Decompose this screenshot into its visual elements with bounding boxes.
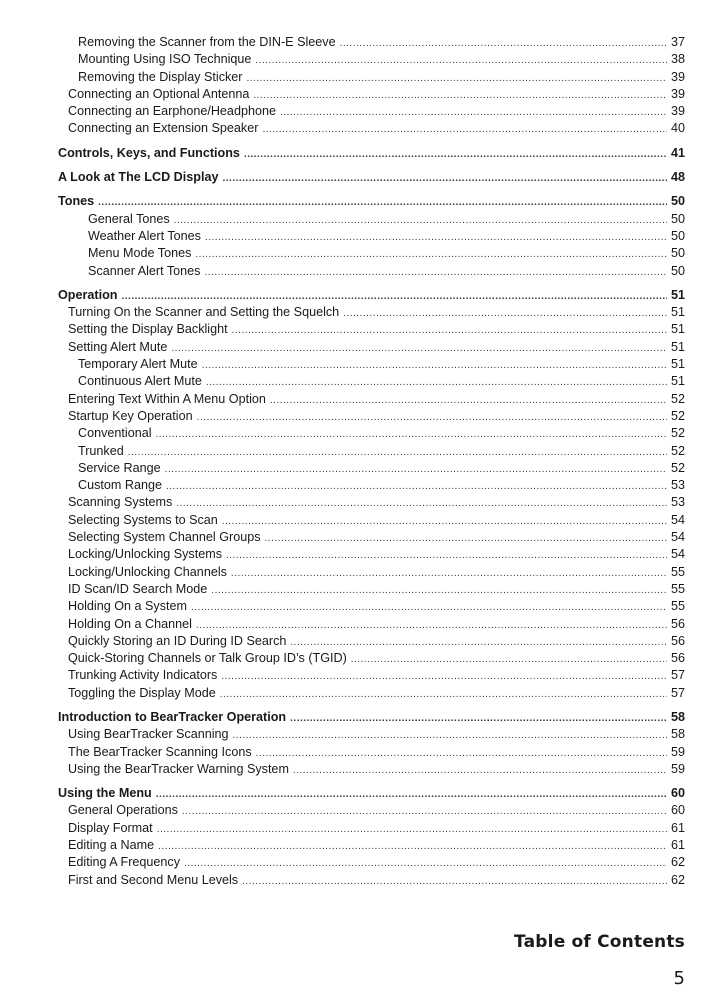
toc-entry[interactable]	[58, 120, 685, 137]
toc-entry-page: 52	[670, 443, 685, 458]
toc-entry-page: 61	[670, 838, 685, 853]
dot-leader	[156, 786, 667, 803]
toc-section-entry[interactable]	[58, 287, 685, 304]
toc-entry-page: 51	[670, 287, 685, 302]
toc-entry[interactable]	[58, 460, 685, 477]
toc-entry[interactable]	[58, 802, 685, 819]
toc-entry[interactable]	[58, 321, 685, 338]
toc-entry[interactable]	[58, 408, 685, 425]
toc-entry-page: 55	[670, 581, 685, 596]
dot-leader	[280, 104, 667, 121]
dot-leader	[246, 70, 667, 87]
dot-leader	[340, 35, 667, 52]
dot-leader	[166, 478, 667, 495]
toc-entry[interactable]	[58, 598, 685, 615]
toc-entry[interactable]	[58, 211, 685, 228]
toc-entry-title: General Operations	[68, 803, 178, 818]
toc-entry[interactable]	[58, 744, 685, 761]
page-number: 5	[673, 968, 685, 989]
dot-leader	[351, 651, 667, 668]
toc-entry-page: 60	[670, 786, 685, 801]
dot-leader	[182, 803, 667, 820]
toc-entry-title: Scanner Alert Tones	[88, 263, 201, 278]
toc-entry-title: Connecting an Optional Antenna	[68, 86, 250, 101]
toc-entry-page: 54	[670, 530, 685, 545]
toc-entry-page: 55	[670, 599, 685, 614]
toc-section-entry[interactable]	[58, 709, 685, 726]
toc-entry[interactable]	[58, 304, 685, 321]
dot-leader	[255, 52, 667, 69]
toc-section-entry[interactable]	[58, 145, 685, 162]
toc-entry-page: 57	[670, 685, 685, 700]
toc-entry-title: Service Range	[78, 460, 161, 475]
toc-entry-title: Entering Text Within A Menu Option	[68, 391, 266, 406]
toc-entry-title: Scanning Systems	[68, 495, 173, 510]
toc-entry-page: 50	[670, 263, 685, 278]
toc-entry[interactable]	[58, 581, 685, 598]
toc-entry-title: Tones	[58, 194, 95, 209]
toc-entry[interactable]	[58, 69, 685, 86]
toc-entry-page: 50	[670, 194, 685, 209]
dot-leader	[197, 409, 667, 426]
toc-entry[interactable]	[58, 564, 685, 581]
toc-entry-title: Removing the Scanner from the DIN-E Sleeve	[78, 35, 336, 49]
dot-leader	[202, 357, 667, 374]
toc-entry-title: Removing the Display Sticker	[78, 69, 243, 84]
dot-leader	[204, 264, 667, 281]
toc-entry[interactable]	[58, 356, 685, 373]
dot-leader	[290, 634, 667, 651]
dot-leader	[233, 727, 667, 744]
toc-entry-title: Custom Range	[78, 478, 162, 493]
toc-entry-title: Editing a Name	[68, 838, 155, 853]
toc-entry-title: Connecting an Earphone/Headphone	[68, 104, 276, 119]
toc-entry[interactable]	[58, 425, 685, 442]
toc-entry-title: Locking/Unlocking Channels	[68, 564, 227, 579]
toc-entry[interactable]	[58, 726, 685, 743]
toc-entry[interactable]	[58, 373, 685, 390]
toc-entry[interactable]	[58, 443, 685, 460]
toc-entry-title: Holding On a Channel	[68, 616, 192, 631]
toc-entry-page: 37	[670, 35, 685, 49]
dot-leader	[128, 444, 667, 461]
toc-entry-title: Continuous Alert Mute	[78, 374, 202, 389]
toc-entry-page: 50	[670, 211, 685, 226]
toc-entry-title: ID Scan/ID Search Mode	[68, 581, 208, 596]
toc-entry[interactable]	[58, 837, 685, 854]
toc-entry[interactable]	[58, 103, 685, 120]
toc-entry-page: 39	[670, 86, 685, 101]
toc-entry-page: 40	[670, 121, 685, 136]
toc-entry[interactable]	[58, 512, 685, 529]
toc-entry-page: 53	[670, 495, 685, 510]
toc-entry-title: Display Format	[68, 820, 153, 835]
dot-leader	[206, 374, 667, 391]
dot-leader	[290, 710, 667, 727]
toc-entry-title: Controls, Keys, and Functions	[58, 145, 240, 160]
toc-entry[interactable]	[58, 494, 685, 511]
dot-leader	[196, 617, 667, 634]
toc-entry-page: 61	[670, 820, 685, 835]
toc-entry-title: First and Second Menu Levels	[68, 872, 239, 887]
toc-entry[interactable]	[58, 854, 685, 871]
toc-entry[interactable]	[58, 86, 685, 103]
toc-entry-title: A Look at The LCD Display	[58, 170, 219, 185]
toc-entry-title: Weather Alert Tones	[88, 228, 201, 243]
toc-entry-title: Quick-Storing Channels or Talk Group ID’s (TGID)	[68, 651, 347, 666]
toc-entry-title: Menu Mode Tones	[88, 246, 192, 261]
toc-entry-page: 56	[670, 616, 685, 631]
toc-entry-page: 62	[670, 872, 685, 887]
dot-leader	[211, 582, 667, 599]
dot-leader	[156, 426, 667, 443]
toc-entry-page: 52	[670, 391, 685, 406]
dot-leader	[262, 121, 667, 138]
dot-leader	[158, 838, 667, 855]
toc-entry-page: 41	[670, 145, 685, 160]
toc-entry-title: Operation	[58, 287, 118, 302]
toc-entry-page: 62	[670, 855, 685, 870]
toc-entry-page: 51	[670, 322, 685, 337]
toc-entry[interactable]	[58, 761, 685, 778]
toc-entry[interactable]	[58, 529, 685, 546]
toc-entry-title: Trunking Activity Indicators	[68, 668, 218, 683]
dot-leader	[121, 288, 667, 305]
dot-leader	[220, 686, 667, 703]
toc-entry[interactable]	[58, 820, 685, 837]
toc-entry-title: Selecting Systems to Scan	[68, 512, 218, 527]
toc-entry[interactable]	[58, 650, 685, 667]
toc-entry-title: Setting the Display Backlight	[68, 322, 228, 337]
toc-entry-page: 59	[670, 744, 685, 759]
toc-entry-page: 60	[670, 803, 685, 818]
toc-entry-page: 51	[670, 305, 685, 320]
toc-entry-page: 52	[670, 460, 685, 475]
dot-leader	[242, 873, 667, 890]
toc-entry[interactable]	[58, 245, 685, 262]
dot-leader	[157, 821, 667, 838]
toc-entry[interactable]	[58, 685, 685, 702]
toc-entry-title: Conventional	[78, 426, 152, 441]
toc-entry-page: 59	[670, 761, 685, 776]
toc-entry[interactable]	[58, 263, 685, 280]
dot-leader	[195, 246, 667, 263]
dot-leader	[205, 229, 667, 246]
toc-entry-page: 52	[670, 426, 685, 441]
dot-leader	[343, 305, 667, 322]
toc-entry-page: 39	[670, 104, 685, 119]
toc-entry-page: 54	[670, 547, 685, 562]
dot-leader	[222, 170, 667, 187]
dot-leader	[293, 762, 667, 779]
toc-entry[interactable]	[58, 391, 685, 408]
toc-section-entry[interactable]	[58, 193, 685, 210]
dot-leader	[184, 855, 667, 872]
toc-entry-title: Trunked	[78, 443, 124, 458]
toc-entry-title: Using the Menu	[58, 786, 152, 801]
table-of-contents	[58, 34, 685, 889]
dot-leader	[174, 212, 667, 229]
toc-entry[interactable]	[58, 667, 685, 684]
toc-entry-page: 56	[670, 651, 685, 666]
toc-entry-page: 54	[670, 512, 685, 527]
toc-entry-page: 51	[670, 357, 685, 372]
toc-entry-title: Holding On a System	[68, 599, 187, 614]
toc-entry-title: The BearTracker Scanning Icons	[68, 744, 252, 759]
dot-leader	[165, 461, 667, 478]
toc-entry-title: Using BearTracker Scanning	[68, 727, 229, 742]
dot-leader	[244, 146, 667, 163]
dot-leader	[98, 194, 667, 211]
toc-entry[interactable]	[58, 633, 685, 650]
toc-entry-title: Quickly Storing an ID During ID Search	[68, 633, 287, 648]
dot-leader	[176, 495, 667, 512]
toc-entry[interactable]	[58, 616, 685, 633]
toc-entry-title: Turning On the Scanner and Setting the Squelch	[68, 305, 340, 320]
toc-entry-page: 51	[670, 374, 685, 389]
dot-leader	[253, 87, 667, 104]
dot-leader	[232, 322, 667, 339]
running-footer-title: Table of Contents	[514, 932, 685, 952]
dot-leader	[191, 599, 667, 616]
toc-entry-page: 51	[670, 339, 685, 354]
dot-leader	[231, 565, 667, 582]
toc-entry-title: Mounting Using ISO Technique	[78, 52, 252, 67]
toc-entry-title: Using the BearTracker Warning System	[68, 761, 289, 776]
toc-entry-page: 38	[670, 52, 685, 67]
toc-entry-title: Toggling the Display Mode	[68, 685, 216, 700]
dot-leader	[171, 340, 667, 357]
toc-entry-page: 52	[670, 408, 685, 423]
toc-entry-title: Selecting System Channel Groups	[68, 530, 261, 545]
toc-entry[interactable]	[58, 477, 685, 494]
toc-entry-page: 50	[670, 228, 685, 243]
toc-entry-title: Setting Alert Mute	[68, 339, 168, 354]
dot-leader	[256, 745, 667, 762]
toc-entry[interactable]	[58, 339, 685, 356]
toc-entry-title: Locking/Unlocking Systems	[68, 547, 222, 562]
dot-leader	[222, 513, 667, 530]
dot-leader	[221, 668, 667, 685]
toc-section-entry[interactable]	[58, 169, 685, 186]
dot-leader	[270, 392, 667, 409]
toc-entry-page: 39	[670, 69, 685, 84]
toc-entry-page: 48	[670, 170, 685, 185]
toc-section-entry[interactable]	[58, 785, 685, 802]
toc-entry-page: 57	[670, 668, 685, 683]
dot-leader	[265, 530, 667, 547]
toc-entry-page: 56	[670, 633, 685, 648]
toc-entry-title: Startup Key Operation	[68, 408, 193, 423]
dot-leader	[226, 547, 667, 564]
toc-entry-page: 53	[670, 478, 685, 493]
toc-entry-title: Temporary Alert Mute	[78, 357, 198, 372]
toc-entry-page: 58	[670, 709, 685, 724]
toc-entry-page: 58	[670, 727, 685, 742]
toc-entry-page: 50	[670, 246, 685, 261]
toc-entry-page: 55	[670, 564, 685, 579]
toc-entry-title: General Tones	[88, 211, 170, 226]
toc-entry[interactable]	[58, 51, 685, 68]
toc-entry-title: Editing A Frequency	[68, 855, 181, 870]
toc-entry[interactable]	[58, 228, 685, 245]
toc-entry-title: Introduction to BearTracker Operation	[58, 709, 287, 724]
toc-entry[interactable]	[58, 546, 685, 563]
toc-entry-title: Connecting an Extension Speaker	[68, 121, 259, 136]
toc-entry[interactable]	[58, 34, 685, 51]
toc-entry[interactable]	[58, 872, 685, 889]
